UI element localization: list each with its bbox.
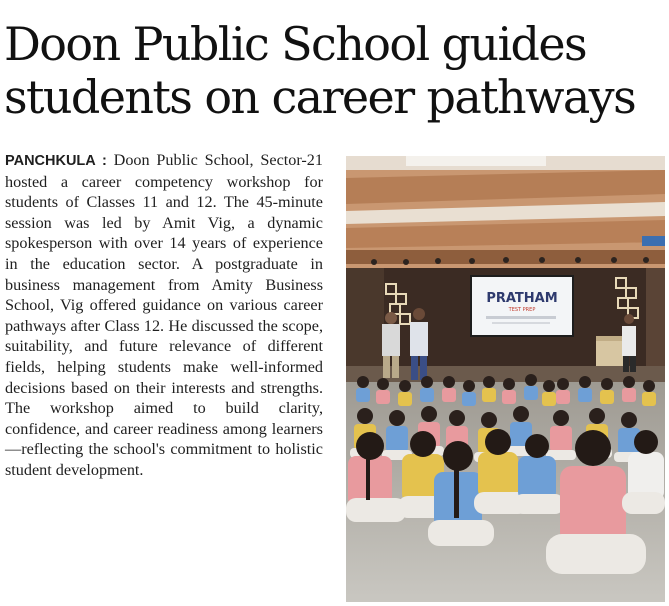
- headline-line-2: students on career pathways: [4, 70, 636, 124]
- workshop-photo: [346, 156, 665, 602]
- article-text: Doon Public School, Sector-21 hosted a career competency workshop for students of Classes 11 and 12. The 45-minute session was led by Amit Vig, a dynamic spokesperson with over 14 years of experience in the education sector. A postgraduate in business management from Amity Business School, Vig offered guidance on various career pathways after Class 12. He discussed the scope, suitability, and future relevance of different fields, helping students make well-informed decisions based on their interests and strengths. The workshop aimed to build clarity, confidence, and career readiness among learners—reflecting the school's commitment to holistic student development.: [5, 151, 323, 479]
- dateline: PANCHKULA :: [5, 153, 107, 169]
- screen-brand: PRATHAM: [486, 291, 558, 306]
- headline-line-1: Doon Public School guides: [4, 17, 587, 71]
- headline: [4, 18, 666, 124]
- projection-screen: [471, 276, 573, 336]
- article-body: [5, 150, 323, 481]
- screen-subtitle: TEST PREP: [508, 307, 536, 313]
